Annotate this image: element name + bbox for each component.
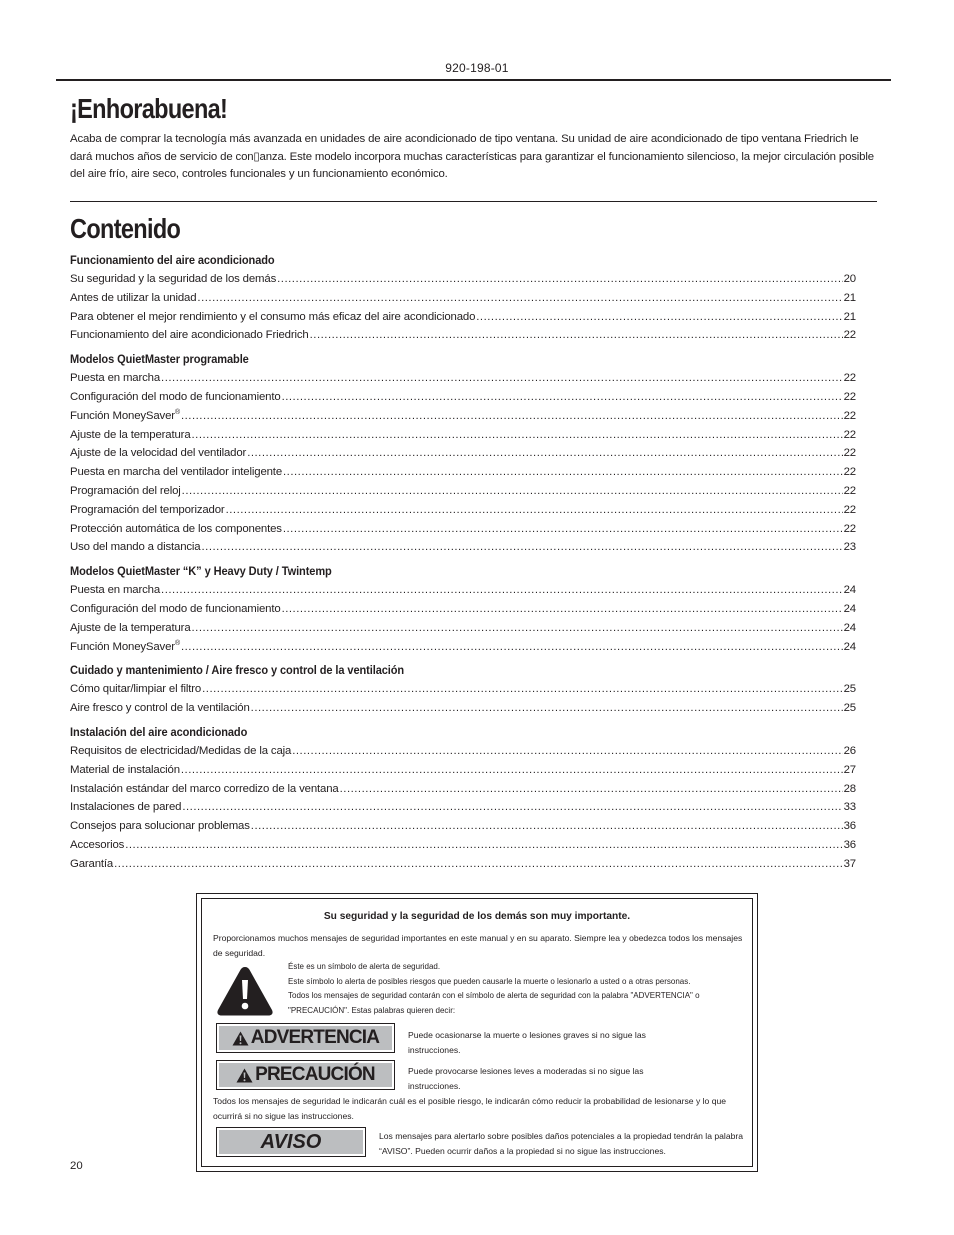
toc-entry[interactable] <box>70 680 856 699</box>
toc-entry-label <box>70 426 191 445</box>
toc-entry[interactable] <box>70 855 856 874</box>
toc-entry-label <box>70 388 281 407</box>
toc-section-heading: Instalación del aire acondicionado <box>70 724 248 739</box>
toc-entry-text: Configuración del modo de funcionamiento <box>70 390 281 403</box>
toc-page-number: 24 <box>843 621 856 634</box>
toc-section-heading: Modelos QuietMaster programable <box>70 352 249 367</box>
warning-label: ADVERTENCIA <box>250 1027 380 1048</box>
toc-dot-leader <box>114 855 843 874</box>
toc-dot-leader <box>340 780 843 799</box>
toc-entry[interactable] <box>70 326 856 345</box>
toc-entry-text: Ajuste de la temperatura <box>70 428 191 441</box>
notice-label: AVISO <box>260 1130 322 1153</box>
intro-title: ¡Enhorabuena! <box>70 93 228 124</box>
toc-entry-text: Para obtener el mejor rendimiento y el consumo más eficaz del aire acondicionado <box>70 310 476 323</box>
toc-entry-text: Garantía <box>70 857 114 870</box>
safety-symbol-line: Este símbolo lo alerta de posibles riesgos que pueden causarle la muerte o lesionarlo a usted o a otras personas. <box>288 976 691 986</box>
toc-entry[interactable] <box>70 444 856 463</box>
toc-entry-label <box>70 855 113 874</box>
warning-triangle-icon <box>232 1031 249 1046</box>
toc-dot-leader <box>181 638 843 657</box>
toc-entry-text: Material de instalación <box>70 763 180 776</box>
caution-text: Puede provocarse lesiones leves a moderadas si no sigue las instrucciones. <box>408 1066 644 1091</box>
toc-dot-leader <box>192 426 843 445</box>
warning-badge <box>216 1023 395 1053</box>
toc-dot-leader <box>277 270 843 289</box>
toc-entry[interactable] <box>70 699 856 718</box>
toc-entry-label <box>70 482 181 501</box>
registered-mark: ® <box>174 639 180 647</box>
toc-dot-leader <box>282 388 843 407</box>
toc-entry-text: Instalaciones de pared <box>70 801 182 814</box>
table-of-contents <box>70 251 856 874</box>
safety-symbol-text <box>288 960 756 1018</box>
safety-alert-icon <box>216 965 274 1017</box>
toc-page-number: 26 <box>843 744 856 757</box>
toc-entry-text: Ajuste de la velocidad del ventilador <box>70 447 247 460</box>
toc-entry-label <box>70 407 180 426</box>
toc-entry-label <box>70 501 225 520</box>
toc-page-number: 24 <box>843 584 856 597</box>
caution-badge <box>216 1060 395 1090</box>
toc-page-number: 22 <box>843 329 856 342</box>
toc-page-number: 21 <box>843 291 856 304</box>
toc-page-number: 22 <box>843 466 856 479</box>
toc-page-number: 25 <box>843 702 856 715</box>
toc-entry[interactable] <box>70 742 856 761</box>
toc-entry-label <box>70 308 475 327</box>
toc-page-number: 36 <box>843 838 856 851</box>
toc-entry-text: Programación del temporizador <box>70 503 225 516</box>
safety-title: Su seguridad y la seguridad de los demás son muy importante. <box>323 911 631 922</box>
header-rule <box>56 79 891 81</box>
toc-entry-label <box>70 742 291 761</box>
toc-entry-label <box>70 600 281 619</box>
toc-dot-leader <box>182 798 842 817</box>
toc-entry-text: Su seguridad y la seguridad de los demás <box>70 273 277 285</box>
safety-symbol-line: Éste es un símbolo de alerta de seguridad. <box>288 962 441 971</box>
toc-dot-leader <box>282 600 843 619</box>
toc-entry-label <box>70 289 196 308</box>
toc-entry-text: Cómo quitar/limpiar el filtro <box>70 683 202 696</box>
toc-page-number: 22 <box>843 390 856 403</box>
toc-dot-leader <box>292 742 842 761</box>
toc-entry-label <box>70 836 124 855</box>
toc-page-number: 22 <box>843 372 856 385</box>
toc-dot-leader <box>161 581 843 600</box>
toc-entry[interactable] <box>70 798 856 817</box>
toc-entry-label <box>70 369 160 388</box>
document-number: 920-198-01 <box>445 61 509 75</box>
toc-entry[interactable] <box>70 836 856 855</box>
notice-text: Los mensajes para alertarlo sobre posibles daños potenciales a la propiedad tendrán la palabra “AVISO”. Pueden ocurrir daños a la propiedad si no sigue las instrucciones. <box>379 1131 744 1156</box>
toc-dot-leader <box>283 463 843 482</box>
toc-entry-text: Puesta en marcha del ventilador inteligente <box>70 466 283 479</box>
toc-entry-label <box>70 817 250 836</box>
toc-entry-label <box>70 270 276 289</box>
toc-dot-leader <box>202 538 843 557</box>
toc-entry[interactable] <box>70 388 856 407</box>
toc-entry[interactable] <box>70 308 856 327</box>
toc-entry-label <box>70 798 181 817</box>
toc-dot-leader <box>251 817 843 836</box>
toc-entry[interactable] <box>70 369 856 388</box>
toc-page-number: 33 <box>843 801 856 814</box>
toc-page-number: 27 <box>843 763 856 776</box>
toc-page-number: 22 <box>843 447 856 460</box>
toc-dot-leader <box>182 482 843 501</box>
toc-entry[interactable] <box>70 270 856 289</box>
toc-dot-leader <box>226 501 843 520</box>
toc-entry-text: Puesta en marcha <box>70 584 161 597</box>
toc-entry[interactable] <box>70 780 856 799</box>
safety-all-messages: Todos los mensajes de seguridad le indicarán cuál es el posible riesgo, le indicarán cómo reducir la probabilidad de lesionarse y lo que ocurrirá si no sigue las instrucciones. <box>213 1096 727 1121</box>
toc-entry[interactable] <box>70 638 856 657</box>
toc-page-number: 20 <box>843 273 856 285</box>
toc-entry-text: Protección automática de los componentes <box>70 522 282 535</box>
toc-entry-text: Uso del mando a distancia <box>70 541 201 554</box>
toc-dot-leader <box>181 407 843 426</box>
toc-entry[interactable] <box>70 426 856 445</box>
toc-dot-leader <box>181 761 843 780</box>
toc-page-number: 22 <box>843 484 856 497</box>
toc-entry[interactable] <box>70 619 856 638</box>
toc-dot-leader <box>251 699 843 718</box>
toc-entry-text: Requisitos de electricidad/Medidas de la caja <box>70 744 292 757</box>
toc-entry[interactable] <box>70 600 856 619</box>
safety-notice-box <box>196 893 758 1172</box>
toc-entry-label <box>70 326 309 345</box>
toc-dot-leader <box>192 619 843 638</box>
toc-entry-label <box>70 463 282 482</box>
toc-entry-text: Instalación estándar del marco corredizo de la ventana <box>70 782 339 795</box>
caution-triangle-icon <box>236 1068 253 1083</box>
toc-entry-text: Aire fresco y control de la ventilación <box>70 702 250 715</box>
toc-dot-leader <box>476 308 842 327</box>
toc-dot-leader <box>247 444 842 463</box>
toc-page-number: 21 <box>843 310 856 323</box>
toc-entry[interactable] <box>70 501 856 520</box>
toc-dot-leader <box>161 369 843 388</box>
toc-entry-label <box>70 761 180 780</box>
toc-entry-label <box>70 520 282 539</box>
toc-page-number: 28 <box>843 782 856 795</box>
toc-entry[interactable] <box>70 520 856 539</box>
toc-entry-label <box>70 780 339 799</box>
toc-dot-leader <box>197 289 842 308</box>
toc-page-number: 24 <box>843 640 856 653</box>
toc-section-heading: Funcionamiento del aire acondicionado <box>70 253 275 267</box>
toc-page-number: 24 <box>843 602 856 615</box>
toc-entry-label <box>70 538 201 557</box>
section-rule <box>70 201 877 202</box>
toc-section-heading: Modelos QuietMaster “K” y Heavy Duty / Twintemp <box>70 564 332 579</box>
toc-entry[interactable] <box>70 761 856 780</box>
toc-entry-text: Programación del reloj <box>70 484 181 497</box>
toc-dot-leader <box>125 836 842 855</box>
toc-entry-label <box>70 680 201 699</box>
toc-entry-label <box>70 619 191 638</box>
contents-title: Contenido <box>70 213 181 244</box>
toc-entry-label <box>70 699 250 718</box>
toc-dot-leader <box>283 520 843 539</box>
toc-entry-text: Configuración del modo de funcionamiento <box>70 602 281 615</box>
toc-page-number: 22 <box>843 503 856 516</box>
toc-entry[interactable] <box>70 289 856 308</box>
toc-entry[interactable] <box>70 482 856 501</box>
toc-entry-label <box>70 638 180 657</box>
toc-page-number: 22 <box>843 522 856 535</box>
warning-text: Puede ocasionarse la muerte o lesiones graves si no sigue las instrucciones. <box>408 1030 646 1055</box>
toc-entry[interactable] <box>70 463 856 482</box>
toc-entry-text: Funcionamiento del aire acondicionado Friedrich <box>70 329 309 342</box>
safety-notice-inner <box>201 898 753 1167</box>
toc-entry[interactable] <box>70 407 856 426</box>
toc-entry[interactable] <box>70 538 856 557</box>
toc-entry-text: Accesorios <box>70 838 125 851</box>
safety-intro: Proporcionamos muchos mensajes de seguridad importantes en este manual y en su aparato. Siempre lea y obedezca todos los mensajes de seguridad. <box>213 933 743 958</box>
toc-entry-text: Consejos para solucionar problemas <box>70 820 250 833</box>
toc-entry-text: Ajuste de la temperatura <box>70 621 191 634</box>
page-number: 20 <box>70 1160 83 1172</box>
toc-entry-text: Puesta en marcha <box>70 372 161 385</box>
toc-entry-text: Función MoneySaver <box>70 409 175 422</box>
toc-page-number: 36 <box>843 820 856 833</box>
registered-mark: ® <box>174 408 180 416</box>
toc-section-heading: Cuidado y mantenimiento / Aire fresco y control de la ventilación <box>70 663 405 678</box>
toc-entry[interactable] <box>70 581 856 600</box>
toc-entry-label <box>70 581 160 600</box>
toc-dot-leader <box>202 680 843 699</box>
toc-entry-text: Función MoneySaver <box>70 640 175 653</box>
caution-label: PRECAUCIÓN <box>255 1064 375 1085</box>
toc-page-number: 23 <box>843 541 856 554</box>
toc-page-number: 37 <box>843 857 856 870</box>
toc-entry[interactable] <box>70 817 856 836</box>
toc-entry-text: Antes de utilizar la unidad <box>70 291 197 304</box>
toc-page-number: 25 <box>843 683 856 696</box>
toc-page-number: 22 <box>843 428 856 441</box>
notice-badge <box>216 1127 366 1157</box>
safety-symbol-line: Todos los mensajes de seguridad contarán con el símbolo de alerta de seguridad con la palabra "ADVERTENCIA" o "PRECAUCIÓN". Estas palabras quieren decir: <box>288 991 700 1015</box>
toc-dot-leader <box>310 326 843 345</box>
toc-entry-label <box>70 444 246 463</box>
toc-page-number: 22 <box>843 409 856 422</box>
intro-paragraph: Acaba de comprar la tecnología más avanzada en unidades de aire acondicionado de tipo ventana. Su unidad de aire acondicionado de tipo ventana Friedrich le dará muchos años de servicio de con▯anza. Este modelo incorpora muchas características para garantizar el funcionamiento silencioso, la mejor circulación posible del aire frío, aire seco, controles funcionales y un funcionamiento económico. <box>70 133 874 180</box>
